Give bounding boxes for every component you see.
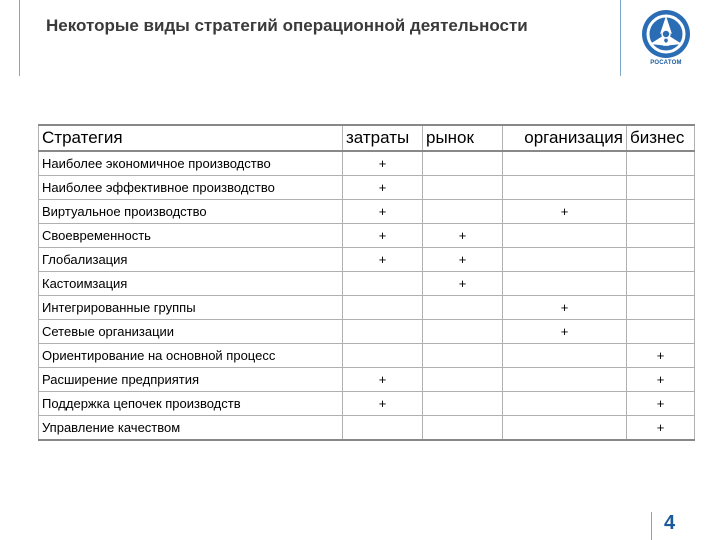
- table-header-row: [39, 125, 695, 151]
- slide-title: Некоторые виды стратегий операционной деятельности: [46, 16, 528, 35]
- market-mark-cell: [423, 176, 503, 200]
- organization-mark-cell: [503, 392, 627, 416]
- table-row: [39, 200, 695, 224]
- costs-mark-cell: +: [343, 248, 423, 272]
- market-mark-cell: [423, 151, 503, 176]
- costs-mark-cell: [343, 296, 423, 320]
- market-mark-cell: [423, 392, 503, 416]
- table-row: [39, 344, 695, 368]
- table-row: [39, 272, 695, 296]
- table-row: [39, 320, 695, 344]
- business-mark-cell: [627, 272, 695, 296]
- table-row: [39, 392, 695, 416]
- strategy-name-cell: Наиболее экономичное производство: [39, 151, 343, 176]
- organization-mark-cell: +: [503, 320, 627, 344]
- costs-mark-cell: [343, 416, 423, 441]
- organization-mark-cell: [503, 151, 627, 176]
- strategy-name-cell: Управление качеством: [39, 416, 343, 441]
- costs-mark-cell: +: [343, 368, 423, 392]
- business-mark-cell: [627, 224, 695, 248]
- strategy-name-cell: Поддержка цепочек производств: [39, 392, 343, 416]
- organization-mark-cell: [503, 272, 627, 296]
- market-mark-cell: [423, 368, 503, 392]
- column-header-business: бизнес: [627, 125, 695, 151]
- business-mark-cell: +: [627, 416, 695, 441]
- market-mark-cell: +: [423, 224, 503, 248]
- organization-mark-cell: +: [503, 200, 627, 224]
- strategy-name-cell: Расширение предприятия: [39, 368, 343, 392]
- market-mark-cell: [423, 320, 503, 344]
- business-mark-cell: +: [627, 368, 695, 392]
- costs-mark-cell: +: [343, 224, 423, 248]
- costs-mark-cell: +: [343, 392, 423, 416]
- strategy-name-cell: Кастоимзация: [39, 272, 343, 296]
- organization-mark-cell: +: [503, 296, 627, 320]
- business-mark-cell: [627, 320, 695, 344]
- strategy-name-cell: Ориентирование на основной процесс: [39, 344, 343, 368]
- table-row: [39, 248, 695, 272]
- market-mark-cell: [423, 200, 503, 224]
- business-mark-cell: +: [627, 344, 695, 368]
- costs-mark-cell: [343, 272, 423, 296]
- organization-mark-cell: [503, 224, 627, 248]
- business-mark-cell: [627, 200, 695, 224]
- business-mark-cell: [627, 151, 695, 176]
- column-header-market: рынок: [423, 125, 503, 151]
- business-mark-cell: [627, 248, 695, 272]
- column-header-strategy: Стратегия: [39, 125, 343, 151]
- costs-mark-cell: [343, 344, 423, 368]
- strategy-name-cell: Наиболее эффективное производство: [39, 176, 343, 200]
- strategy-table: [38, 124, 695, 441]
- header-right-divider: [620, 0, 621, 76]
- column-header-organization: организация: [503, 125, 627, 151]
- strategy-name-cell: Своевременность: [39, 224, 343, 248]
- table-row: [39, 296, 695, 320]
- organization-mark-cell: [503, 176, 627, 200]
- business-mark-cell: [627, 296, 695, 320]
- table-row: [39, 224, 695, 248]
- table-row: [39, 368, 695, 392]
- costs-mark-cell: +: [343, 200, 423, 224]
- costs-mark-cell: +: [343, 176, 423, 200]
- column-header-costs: затраты: [343, 125, 423, 151]
- market-mark-cell: +: [423, 248, 503, 272]
- market-mark-cell: [423, 296, 503, 320]
- strategy-name-cell: Сетевые организации: [39, 320, 343, 344]
- strategy-name-cell: Глобализация: [39, 248, 343, 272]
- business-mark-cell: +: [627, 392, 695, 416]
- table-row: [39, 176, 695, 200]
- market-mark-cell: [423, 416, 503, 441]
- costs-mark-cell: +: [343, 151, 423, 176]
- page-number: 4: [664, 512, 676, 534]
- market-mark-cell: [423, 344, 503, 368]
- strategy-name-cell: Виртуальное производство: [39, 200, 343, 224]
- table-body: [39, 151, 695, 440]
- organization-mark-cell: [503, 416, 627, 441]
- table-row: [39, 416, 695, 441]
- footer-divider: [651, 512, 652, 540]
- logo-caption: РОСАТОМ: [650, 60, 682, 66]
- strategy-name-cell: Интегрированные группы: [39, 296, 343, 320]
- organization-mark-cell: [503, 344, 627, 368]
- header-left-divider: [19, 0, 20, 76]
- organization-mark-cell: [503, 248, 627, 272]
- business-mark-cell: [627, 176, 695, 200]
- table-row: [39, 151, 695, 176]
- costs-mark-cell: [343, 320, 423, 344]
- market-mark-cell: +: [423, 272, 503, 296]
- organization-mark-cell: [503, 368, 627, 392]
